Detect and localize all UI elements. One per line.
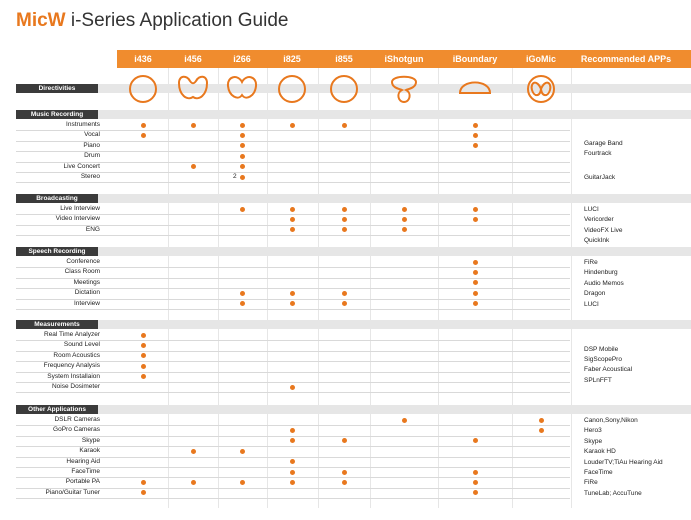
- column-header-igomic: iGoMic: [525, 54, 556, 64]
- compatibility-dot: [402, 418, 407, 423]
- row-divider: [16, 235, 570, 236]
- compatibility-dot: [473, 270, 478, 275]
- compatibility-dot: [141, 490, 146, 495]
- recommended-app: LUCI: [584, 300, 599, 308]
- compatibility-dot: [473, 143, 478, 148]
- recommended-app: Vericorder: [584, 216, 614, 224]
- title-text: i-Series Application Guide: [65, 10, 289, 31]
- recommended-app: VideoFX Live: [584, 226, 623, 234]
- recommended-app: GuitarJack: [584, 174, 616, 181]
- row-label: Real Time Analyzer: [44, 331, 100, 338]
- page-title: [16, 10, 288, 32]
- compatibility-dot: [240, 480, 245, 485]
- compatibility-dot: [141, 333, 146, 338]
- compatibility-dot: [141, 374, 146, 379]
- row-label: Skype: [81, 436, 100, 444]
- compatibility-dot: [141, 480, 146, 485]
- compatibility-dot: [473, 490, 478, 495]
- compatibility-dot: [290, 385, 295, 390]
- row-divider: [16, 182, 570, 183]
- compatibility-dot: [342, 291, 347, 296]
- recommended-app: Hero3: [584, 427, 602, 435]
- recommended-app: SigScopePro: [584, 355, 622, 363]
- row-divider: [16, 392, 570, 393]
- row-label: Room Acoustics: [53, 351, 100, 359]
- stereo-count: 2: [233, 173, 237, 180]
- compatibility-dot: [342, 470, 347, 475]
- row-label: Karaok: [79, 447, 100, 455]
- shotgun-icon: [386, 73, 422, 105]
- recommended-app: DSP Mobile: [584, 345, 619, 353]
- row-label: GoPro Cameras: [53, 426, 100, 434]
- compatibility-dot: [290, 123, 295, 128]
- row-label: Noise Dosimeter: [51, 383, 100, 390]
- section-band: [16, 320, 691, 329]
- row-divider: [16, 309, 570, 310]
- compatibility-dot: [240, 207, 245, 212]
- row-label: Frequency Analysis: [43, 362, 100, 370]
- column-header-i456: i456: [184, 54, 202, 64]
- compatibility-dot: [290, 207, 295, 212]
- compatibility-dot: [539, 428, 544, 433]
- row-label: Class Room: [64, 268, 100, 276]
- compatibility-dot: [141, 343, 146, 348]
- compatibility-dot: [191, 449, 196, 454]
- row-label: Video Interview: [55, 215, 100, 223]
- compatibility-dot: [240, 154, 245, 159]
- row-label: Live Interview: [60, 205, 100, 212]
- recommended-app: Garage Band: [584, 139, 623, 147]
- recommended-app: Audio Memos: [584, 279, 624, 287]
- compatibility-dot: [473, 280, 478, 285]
- compatibility-dot: [473, 301, 478, 306]
- row-label: Live Concert: [63, 162, 100, 170]
- row-label: Vocal: [84, 131, 100, 139]
- column-header-iboundary: iBoundary: [452, 54, 498, 64]
- row-divider: [16, 498, 570, 499]
- compatibility-dot: [342, 123, 347, 128]
- compatibility-dot: [290, 470, 295, 475]
- compatibility-dot: [240, 449, 245, 454]
- compatibility-dot: [141, 353, 146, 358]
- compatibility-dot: [240, 175, 245, 180]
- compatibility-dot: [240, 164, 245, 169]
- section-title: Other Applications: [16, 405, 98, 414]
- row-label: Drum: [84, 152, 100, 160]
- compatibility-dot: [290, 301, 295, 306]
- row-label: Stereo: [80, 173, 100, 180]
- omni-icon: [125, 73, 161, 105]
- compatibility-dot: [473, 470, 478, 475]
- compatibility-dot: [191, 164, 196, 169]
- recommended-app: FiRe: [584, 479, 598, 487]
- compatibility-dot: [342, 227, 347, 232]
- compatibility-dot: [473, 438, 478, 443]
- recommended-app: Canon,Sony,Nikon: [584, 417, 638, 424]
- column-divider: [571, 68, 572, 508]
- compatibility-dot: [240, 291, 245, 296]
- row-label: FaceTime: [71, 468, 100, 475]
- compatibility-dot: [290, 291, 295, 296]
- compatibility-dot: [290, 227, 295, 232]
- section-band: [16, 110, 691, 119]
- compatibility-dot: [290, 217, 295, 222]
- compatibility-dot: [191, 123, 196, 128]
- compatibility-dot: [240, 143, 245, 148]
- directivities-label: Directivities: [16, 84, 98, 93]
- omni-icon: [274, 73, 310, 105]
- compatibility-dot: [473, 480, 478, 485]
- row-label: Sound Level: [63, 341, 100, 349]
- bidirectional-icon: [224, 73, 260, 105]
- column-header-i266: i266: [233, 54, 251, 64]
- compatibility-dot: [473, 260, 478, 265]
- brand-name: MicW: [16, 10, 66, 31]
- stereo-icon: [523, 73, 559, 105]
- compatibility-dot: [191, 480, 196, 485]
- recommended-app: LUCI: [584, 206, 599, 213]
- compatibility-dot: [342, 301, 347, 306]
- row-label: System Installaion: [47, 372, 100, 380]
- section-title: Music Recording: [16, 110, 98, 119]
- recommended-app: Dragon: [584, 290, 606, 298]
- row-label: Piano: [83, 141, 100, 149]
- compatibility-dot: [240, 301, 245, 306]
- compatibility-dot: [141, 133, 146, 138]
- compatibility-dot: [473, 217, 478, 222]
- row-label: DSLR Cameras: [54, 416, 100, 423]
- compatibility-dot: [473, 123, 478, 128]
- section-band: [16, 405, 691, 414]
- row-label: Meetings: [73, 278, 100, 286]
- compatibility-dot: [342, 207, 347, 212]
- row-label: Hearing Aid: [66, 457, 100, 465]
- compatibility-dot: [240, 133, 245, 138]
- row-label: Piano/Guitar Tuner: [45, 488, 100, 496]
- recommended-app: FaceTime: [584, 469, 613, 476]
- section-title: Measurements: [16, 320, 98, 329]
- compatibility-dot: [290, 438, 295, 443]
- row-label: Dictation: [74, 289, 100, 297]
- compatibility-dot: [342, 217, 347, 222]
- compatibility-dot: [473, 207, 478, 212]
- column-header-i436: i436: [134, 54, 152, 64]
- recommended-app: Hindenburg: [584, 269, 618, 277]
- recommended-app: SPLnFFT: [584, 376, 612, 384]
- compatibility-dot: [240, 123, 245, 128]
- compatibility-dot: [342, 438, 347, 443]
- recommended-app: Karaok HD: [584, 448, 616, 456]
- compatibility-dot: [290, 428, 295, 433]
- recommended-app: LouderTV;TiAu Hearing Aid: [584, 458, 663, 466]
- recommended-app: Fourtrack: [584, 150, 612, 158]
- section-title: Speech Recording: [16, 247, 98, 256]
- compatibility-dot: [402, 217, 407, 222]
- compatibility-dot: [473, 291, 478, 296]
- compatibility-dot: [141, 364, 146, 369]
- row-label: Conference: [66, 258, 100, 265]
- section-band: [16, 194, 691, 203]
- section-band: [16, 247, 691, 256]
- row-label: Interview: [73, 299, 100, 307]
- row-label: ENG: [85, 225, 100, 233]
- column-header-recommended-apps: Recommended APPs: [580, 54, 672, 64]
- compatibility-dot: [141, 123, 146, 128]
- recommended-app: Faber Acoustical: [584, 366, 633, 374]
- omni-icon: [326, 73, 362, 105]
- recommended-app: QuickInk: [584, 237, 610, 245]
- column-header-ishotgun: iShotgun: [384, 54, 424, 64]
- boundary-icon: [457, 73, 493, 105]
- compatibility-dot: [539, 418, 544, 423]
- compatibility-dot: [473, 133, 478, 138]
- recommended-app: Skype: [584, 437, 603, 445]
- section-title: Broadcasting: [16, 194, 98, 203]
- figure8-icon: [175, 73, 211, 105]
- recommended-app: TuneLab; AccuTune: [584, 489, 642, 497]
- row-label: Instruments: [66, 121, 100, 128]
- compatibility-dot: [342, 480, 347, 485]
- compatibility-dot: [402, 207, 407, 212]
- compatibility-dot: [290, 480, 295, 485]
- column-header-i855: i855: [335, 54, 353, 64]
- column-header-i825: i825: [283, 54, 301, 64]
- recommended-app: FiRe: [584, 259, 598, 266]
- row-label: Portable PA: [65, 478, 100, 486]
- compatibility-dot: [290, 459, 295, 464]
- compatibility-dot: [402, 227, 407, 232]
